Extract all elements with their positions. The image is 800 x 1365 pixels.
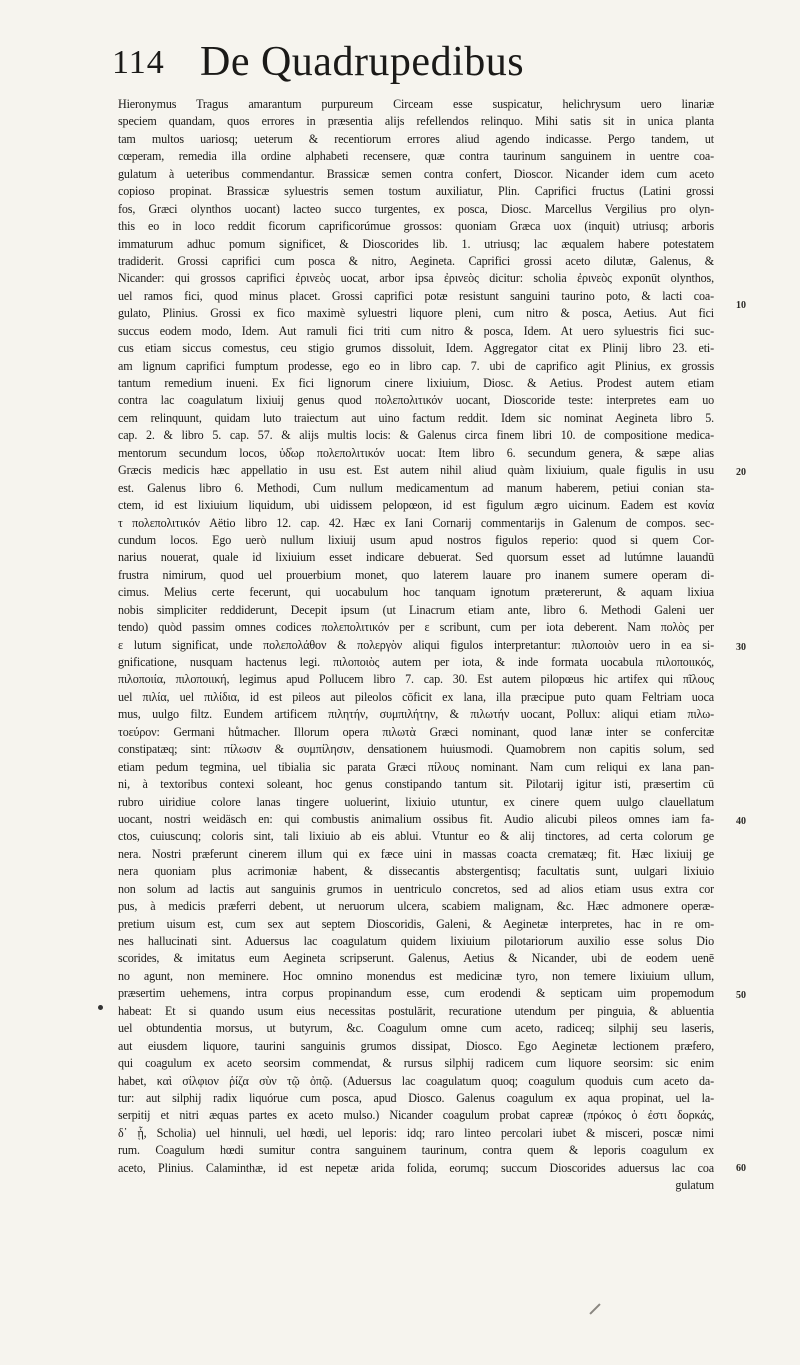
text-line: nera quoniam plus acrimoniæ habent, & dissecantis abstergentisq; facultatis sunt, uulgari lixiuio	[118, 864, 714, 879]
text-line: cem relinquunt, quidam luto traiectum aut uino factum reddit. Idem sic nominat Aegineta libro 5.	[118, 410, 714, 425]
text-line: speciem quandam, quos errores in præsentia alijs refellendos relinquo. Mihi satis sit in unica planta	[118, 114, 714, 129]
margin-line-number: 20	[736, 467, 746, 478]
text-line: constipatæq; sint: πίλωσιν & συμπίλησιν, densationem huiusmodi. Quamobrem non capitis solum, sed	[118, 742, 714, 757]
text-line: Hieronymus Tragus amarantum purpureum Circeam esse suspicatur, helichrysum uero linariæ	[118, 97, 714, 111]
text-line: scorides, & imitatus eum Aegineta scripserunt. Galenus, Aetius & Nicander, ubi de eodem uenē	[118, 951, 714, 966]
text-line: narius nouerat, quale id lixiuium esset indicare debuerat. Sed quorsum esset ad lutúmne lauandū	[118, 550, 714, 565]
text-line: habeat: Et si quando usum eius necessitas postulārit, recuratione utendum per pinguia, & abluentia	[118, 1003, 714, 1018]
text-line: ε lutum significat, unde πολεπολάθον & πολεργὸν aliqui figulos interpretantur: πιλοποιὸν uero in ea si-	[118, 637, 714, 652]
page-number: 114	[112, 44, 165, 81]
margin-line-number: 50	[736, 990, 746, 1001]
text-line: pretium uisum est, cum sex aut septem Dioscoridis, Galeni, & Aeginetæ interpretes, hac in re om-	[118, 916, 714, 931]
text-line: nera. Nostri præferunt cinerem illum qui ex fæce uini in massas coacta crematæq; fit. Hæc lixiuij ge	[118, 846, 714, 861]
margin-line-number: 60	[736, 1163, 746, 1174]
text-line: mentorum secundum locos, ὑδ̓ωρ πολεπολιτικόν uocat: Item libro 6. secundum genera, & sæpe alias	[118, 445, 714, 460]
text-line: no agunt, non meminere. Hoc omnino monendus est medicinæ tyro, non temere lixiuium ullum,	[118, 968, 714, 983]
text-line: serpitij et nitri æquas partes ex aceto mulso.) Nicander coagulum probat capreæ (πρόκος ὁ ἐστι δορκάς,	[118, 1108, 714, 1123]
text-line: uel ramos fici, quod minus placet. Grossi caprifici potæ resistunt sanguini taurino poto, & lacti coa-	[118, 288, 714, 303]
text-line: τ πολεπολιτικόν Aëtio libro 12. cap. 42. Hæc ex Iani Cornarij commentarijs in Galenum de compos. sec-	[118, 515, 714, 530]
text-line: gnificatione, nusquam hactenus legi. πιλοποιὸς autem per iota, & inde formata uocabula πιλοποιικός,	[118, 655, 714, 669]
margin-line-number: 30	[736, 642, 746, 653]
text-line: cap. 2. & libro 5. cap. 57. & alijs multis locis: & Galenus circa finem libri 10. de compositione medica-	[118, 428, 714, 443]
text-line: mus, uulgo filtz. Eundem artificem πιλητήν, συμπιλήτην, & πιλωτήν uocant, Pollux: aliqui etiam πιλω-	[118, 707, 714, 722]
running-title: De Quadrupedibus	[200, 39, 525, 85]
text-line: succus eodem modo, Idem. Aut ramuli fici triti cum nitro & posca, Idem. At uero syluestris fici suc-	[118, 323, 714, 338]
text-line: nes hallucinati sint. Aduersus lac coagulatum quidem lixiuium pilotariorum auxilio esse solus Dio	[118, 934, 714, 948]
text-line: habet, καὶ σίλφιον ῥίζα σὺν τῷ ὀπῷ. (Aduersus lac coagulatum quoq; coagulum quoduis cum aceto da-	[118, 1073, 714, 1088]
text-line: tradiderit. Grossi caprifici cum posca & nitro, Aegineta. Caprifici grossi aceto dilutæ, Galenus, &	[118, 253, 714, 268]
text-line: cus etiam siccus comestus, ceu stigio grumos dissoluit, Idem. Aggregator citat ex Plinij libro 23. eti-	[118, 341, 714, 356]
text-line: qui coagulum ex aceto seorsim commendat, & rursus silphij radicem cum liquore seorsim: sic enim	[118, 1056, 714, 1071]
text-line: Nicander: qui grossos caprifici ἐρινεὸς uocat, arbor ipsa ἐρινεὸς dicitur: scholia ἐρινεὸς exponūt olynthos,	[118, 271, 714, 286]
text-line: uocant, nostri weidäsch en: qui combustis animalium ossibus fit. Audio alicubi pileos omnes iam fa-	[118, 811, 714, 826]
page-header	[112, 38, 732, 94]
text-line: tur: aut silphij radix liquórue cum posca, apud Diosco. Galenus coagulum ex aqua propinat, uel la-	[118, 1090, 714, 1105]
text-line: non solum ad lactis aut sanguinis grumos in uentriculo concretos, sed ad alios etiam usus extra cor	[118, 881, 714, 896]
text-line: aceto, Plinius. Calaminthæ, id est nepetæ arida folida, eorumq; succum Dioscorides aduersus lac coa	[118, 1160, 714, 1175]
margin-dot	[98, 1005, 103, 1010]
text-line: gulato, Plinius. Grossi ex fico maximè syluestri liquore pleni, cum nitro & posca, Aetius. Aut fici	[118, 306, 714, 321]
text-line: copioso propinat. Brassicæ syluestris semen tostum auxiliatur, Plin. Caprifici fructus (Latini grossi	[118, 184, 714, 199]
text-line: nobis simpliciter reddiderunt, Decepit ipsum (ut Linacrum etiam ante, libro 6. Methodi Galeni uer	[118, 602, 714, 617]
pencil-mark	[589, 1303, 600, 1314]
text-line: am lignum caprifici fumptum prodesse, ego eo in libro cap. 7. ubi de caprifico agit Plinius, ex grossis	[118, 358, 714, 373]
text-line: uel obtundentia morsus, ut butyrum, &c. Coagulum omne cum aceto, radiceq; silphij seu laseris,	[118, 1021, 714, 1036]
text-line: frustra nimirum, quod uel prouerbium monet, quo laterem lauare pro inanem sumere operam di-	[118, 567, 714, 582]
text-line: aut eiusdem liquore, taurini sanguinis grumos dissipat, Diosco. Ego Aeginetæ lectionem præfero,	[118, 1038, 714, 1053]
text-line: est. Galenus libro 6. Methodi, Cum nullum medicamentum ad manum haberem, petiui conian sta-	[118, 480, 714, 495]
text-line: rum. Coagulum hœdi sumitur contra sanguinem taurinum, contra quem & leporis coagulum ex	[118, 1143, 714, 1158]
text-line: τοεύρον: Germani hůtmacher. Illorum opera πιλωτὰ Græci nominant, quod lanæ inter se confercitæ	[118, 724, 714, 739]
text-line: ctem, id est lixiuium liquidum, ubi uidissem pelopœon, id est figulum ægro uicinum. Eadem est κονία	[118, 498, 714, 513]
text-line: Græcis medicis hæc appellatio in usu est. Est autem nihil aliud quàm lixiuium, quale figulis in usu	[118, 463, 714, 478]
text-line: tantum remedium inueni. Ex fici lignorum cinere lixiuium, Diosc. & Aetius. Prodest autem etiam	[118, 376, 714, 390]
margin-line-number: 10	[736, 300, 746, 311]
text-line: fos, Græci olynthos uocant) lacteo succo turgentes, ex posca, Diosc. Marcellus Vergilius pro olyn-	[118, 201, 714, 216]
body-text	[118, 96, 714, 1195]
text-line: immaturum adhuc pomum significet, & Dioscorides lib. 1. utriusq; lac æqualem habere potestatem	[118, 236, 714, 251]
text-line: rubro uiridiue colore lanas tingere uoluerint, lixiuio utuntur, ex cinere quem uulgo clauellatum	[118, 794, 714, 809]
text-line: ni, à textoribus contexi soleant, hoc genus constipando tantum sit. Pilotarij igitur isti, præsertim cū	[118, 777, 714, 792]
text-line: cœperam, remedia illa ordine alphabeti recensere, quæ contra taurinum sanguinem in uentre coa-	[118, 149, 714, 164]
text-line: uel πιλία, uel πιλίδια, id est pileos aut pileolos cōficit ex lana, illa præcipue puto quam Feltriam uoca	[118, 689, 714, 704]
text-line: this eo in loco reddit ficorum caprificorúmue grossos: quoniam Græca uox (inquit) utriusq; arboris	[118, 219, 714, 234]
text-line: δ᾽ ᾗ, Scholia) uel hinnuli, uel hœdi, uel leporis: idq; raro linteo percolari iubet & misceri, poscæ nimi	[118, 1125, 714, 1140]
text-line: etiam pedum tegmina, uel tibialia sic parata Græci πίλους nominant. Nam cum reliqui ex lana pan-	[118, 759, 714, 774]
text-line: gulatum	[675, 1178, 714, 1193]
text-line: pus, à medicis præferri debent, ut neruorum ulcera, scabiem malignam, &c. Hæc admonere operæ-	[118, 899, 714, 914]
text-line: ctos, cuiuscunq; coloris sint, tali lixiuio ab eis ablui. Vtuntur eo & alij tinctores, ad certa colorum ge	[118, 829, 714, 844]
margin-line-number: 40	[736, 816, 746, 827]
text-line: cimus. Melius certe fecerunt, qui uocabulum hoc tanquam ignotum prætererunt, & aquam lixiua	[118, 585, 714, 600]
text-line: præsertim uehemens, intra corpus propinandum esse, cum erodendi & septicam uim propemodum	[118, 986, 714, 1001]
text-line: contra lac coagulatum lixiuij genus quod πολεπολιτικόν uocant, Dioscoride teste: interpretes eam uo	[118, 393, 714, 408]
text-line: gulatum à ueteribus commendantur. Brassicæ semen contra confert, Dioscor. Nicander idem cum aceto	[118, 166, 714, 181]
text-line: cundum locos. Ego uerò nullum lixiuij usum apud nostros figulos reperio: quod si quem Cor-	[118, 532, 714, 547]
text-line: tendo) quòd passim omnes codices πολεπολιτικόν per ε scribunt, cum per iota deberent. Nam πολὸς per	[118, 620, 714, 635]
text-line: tam multos uariosq; ueterum & recentiorum errores aliud agendo indicasse. Pergo tandem, ut	[118, 131, 714, 146]
text-line: πιλοποιία, πιλοποιική, legimus apud Pollucem libro 7. cap. 30. Est autem pilopœus hic artifex qui πῖλους	[118, 672, 714, 687]
